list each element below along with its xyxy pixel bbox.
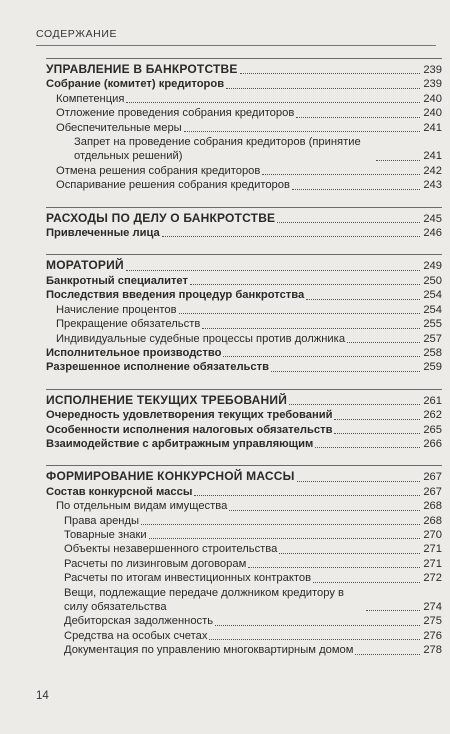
entry-title: Документация по управлению многоквартирным домом (64, 644, 354, 657)
dot-leader (179, 312, 420, 314)
toc-entry (46, 528, 442, 542)
entry-page-number: 243 (423, 179, 442, 192)
entry-page-number: 271 (423, 543, 442, 556)
table-of-contents (46, 58, 442, 672)
dot-leader (296, 116, 420, 118)
toc-section (46, 465, 442, 657)
entry-title: Начисление процентов (56, 303, 177, 316)
entry-page-number: 278 (423, 644, 442, 657)
entry-title: Расчеты по итогам инвестиционных контрактов (64, 572, 312, 585)
page-number: 14 (36, 690, 49, 702)
entry-title: Запрет на проведение собрания кредиторов (принятие отдельных решений) (74, 136, 361, 163)
dot-leader (334, 432, 420, 434)
toc-entry (46, 437, 442, 451)
toc-section (46, 254, 442, 374)
entry-page-number: 268 (423, 500, 442, 513)
entry-title: УПРАВЛЕНИЕ В БАНКРОТСТВЕ (46, 62, 238, 76)
entry-title: Очередность удовлетворения текущих требований (46, 409, 333, 422)
toc-entry (46, 423, 442, 437)
dot-leader (315, 446, 420, 448)
entry-title: Компетенция (56, 92, 125, 105)
dot-leader (262, 173, 420, 175)
entry-title: Права аренды (64, 514, 140, 527)
toc-section (46, 207, 442, 241)
entry-page-number: 266 (423, 437, 442, 450)
section-divider (46, 207, 442, 208)
entry-page-number: 241 (423, 150, 442, 163)
toc-chapter-entry (46, 258, 442, 273)
section-divider (46, 254, 442, 255)
dot-leader (313, 581, 420, 583)
entry-page-number: 272 (423, 572, 442, 585)
entry-title: Собрание (комитет) кредиторов (46, 78, 225, 91)
entry-title: Прекращение обязательств (56, 318, 201, 331)
toc-chapter-entry (46, 393, 442, 408)
dot-leader (126, 101, 420, 103)
toc-entry (46, 408, 442, 422)
entry-page-number: 265 (423, 423, 442, 436)
dot-leader (297, 480, 420, 482)
entry-title: Привлеченные лица (46, 227, 160, 240)
dot-leader (162, 235, 420, 237)
entry-page-number: 257 (423, 332, 442, 345)
entry-page-number: 254 (423, 289, 442, 302)
toc-entry (46, 303, 442, 317)
entry-title: Оспаривание решения собрания кредиторов (56, 179, 290, 192)
entry-title: Банкротный специалитет (46, 274, 188, 287)
toc-entry (46, 317, 442, 331)
entry-page-number: 267 (423, 471, 442, 484)
dot-leader (229, 509, 420, 511)
section-divider (46, 58, 442, 59)
dot-leader (226, 87, 420, 89)
entry-title: Индивидуальные судебные процессы против должника (56, 332, 346, 345)
dot-leader (376, 159, 420, 161)
entry-page-number: 240 (423, 92, 442, 105)
entry-page-number: 240 (423, 107, 442, 120)
dot-leader (240, 72, 420, 74)
entry-title: Разрешенное исполнение обязательств (46, 361, 270, 374)
dot-leader (289, 403, 420, 405)
entry-title: Средства на особых счетах (64, 629, 208, 642)
toc-entry (46, 614, 442, 628)
toc-entry (46, 629, 442, 643)
entry-page-number: 239 (423, 78, 442, 91)
entry-page-number: 250 (423, 274, 442, 287)
dot-leader (248, 566, 420, 568)
dot-leader (223, 355, 420, 357)
dot-leader (292, 188, 420, 190)
entry-title: Отложение проведения собрания кредиторов (56, 107, 295, 120)
entry-page-number: 271 (423, 557, 442, 570)
toc-entry (46, 121, 442, 135)
toc-section (46, 389, 442, 452)
toc-entry (46, 164, 442, 178)
entry-page-number: 259 (423, 361, 442, 374)
entry-title: РАСХОДЫ ПО ДЕЛУ О БАНКРОТСТВЕ (46, 210, 276, 225)
entry-page-number: 275 (423, 615, 442, 628)
toc-entry (46, 332, 442, 346)
toc-entry (46, 499, 442, 513)
entry-page-number: 270 (423, 528, 442, 541)
dot-leader (306, 298, 420, 300)
dot-leader (141, 523, 420, 525)
entry-page-number: 239 (423, 64, 442, 76)
entry-page-number: 255 (423, 318, 442, 331)
toc-chapter-entry (46, 469, 442, 484)
toc-entry (46, 643, 442, 657)
toc-entry (46, 571, 442, 585)
entry-page-number: 254 (423, 303, 442, 316)
entry-page-number: 267 (423, 485, 442, 498)
entry-title: ИСПОЛНЕНИЕ ТЕКУЩИХ ТРЕБОВАНИЙ (46, 392, 288, 407)
dot-leader (277, 221, 420, 223)
dot-leader (184, 130, 420, 132)
entry-page-number: 274 (423, 601, 442, 613)
entry-title: По отдельным видам имущества (56, 500, 228, 513)
toc-entry (46, 514, 442, 528)
toc-entry (46, 135, 442, 164)
entry-page-number: 262 (423, 409, 442, 422)
header-divider (36, 45, 436, 46)
toc-entry (46, 226, 442, 240)
dot-leader (215, 624, 420, 626)
dot-leader (279, 552, 420, 554)
dot-leader (149, 537, 420, 539)
toc-entry (46, 346, 442, 360)
entry-page-number: 268 (423, 514, 442, 527)
dot-leader (190, 283, 420, 285)
entry-title: Особенности исполнения налоговых обязательств (46, 423, 333, 436)
entry-title: Исполнительное производство (46, 346, 222, 359)
toc-chapter-entry (46, 211, 442, 226)
entry-title: Дебиторская задолженность (64, 615, 214, 628)
entry-title: Расчеты по лизинговым договорам (64, 557, 247, 570)
entry-title: Обеспечительные меры (56, 121, 182, 134)
entry-title: Объекты незавершенного строительства (64, 543, 278, 556)
toc-entry (46, 542, 442, 556)
entry-page-number: 241 (423, 121, 442, 134)
entry-title: Последствия введения процедур банкротства (46, 289, 305, 302)
entry-page-number: 242 (423, 164, 442, 177)
entry-page-number: 249 (423, 260, 442, 273)
entry-title: Вещи, подлежащие передаче должником кредитору в силу обязательства (64, 586, 344, 613)
entry-page-number: 261 (423, 394, 442, 407)
dot-leader (126, 269, 420, 271)
section-divider (46, 465, 442, 466)
dot-leader (202, 327, 420, 329)
toc-entry (46, 106, 442, 120)
entry-title: Товарные знаки (64, 528, 147, 541)
toc-entry (46, 485, 442, 499)
dot-leader (347, 341, 420, 343)
entry-page-number: 245 (423, 212, 442, 225)
toc-entry (46, 178, 442, 192)
dot-leader (366, 609, 420, 611)
entry-page-number: 258 (423, 346, 442, 359)
toc-entry (46, 557, 442, 571)
entry-title: ФОРМИРОВАНИЕ КОНКУРСНОЙ МАССЫ (46, 469, 295, 484)
running-header: СОДЕРЖАНИЕ (36, 28, 118, 40)
entry-title: МОРАТОРИЙ (46, 258, 124, 273)
dot-leader (334, 418, 420, 420)
entry-page-number: 246 (423, 227, 442, 240)
toc-entry (46, 77, 442, 91)
section-divider (46, 389, 442, 390)
entry-title: Отмена решения собрания кредиторов (56, 164, 261, 177)
toc-entry (46, 360, 442, 374)
entry-title: Взаимодействие с арбитражным управляющим (46, 437, 314, 450)
dot-leader (355, 653, 420, 655)
dot-leader (194, 494, 420, 496)
dot-leader (209, 638, 420, 640)
toc-entry (46, 586, 442, 615)
entry-page-number: 276 (423, 629, 442, 642)
toc-chapter-entry (46, 62, 442, 77)
dot-leader (271, 370, 420, 372)
toc-entry (46, 288, 442, 302)
toc-entry (46, 92, 442, 106)
entry-title: Состав конкурсной массы (46, 485, 193, 498)
toc-section (46, 58, 442, 193)
toc-entry (46, 274, 442, 288)
